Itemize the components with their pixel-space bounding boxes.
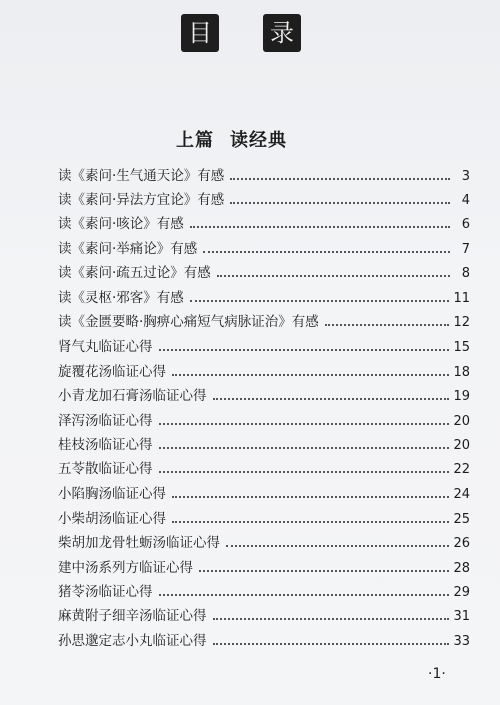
toc-entry-title: 小柴胡汤临证心得 <box>58 511 166 527</box>
toc-entry-page: 4 <box>461 193 470 208</box>
toc-entry-page: 7 <box>461 242 470 257</box>
toc-entry-title: 猪苓汤临证心得 <box>58 584 153 600</box>
toc-entry-page: 33 <box>453 634 470 649</box>
toc-entry-title: 小青龙加石膏汤临证心得 <box>58 388 207 404</box>
dot-leader <box>213 643 450 645</box>
title-char-1: 目 <box>188 19 212 47</box>
toc-entry-title: 读《素问·疏五过论》有感 <box>58 265 211 281</box>
dot-leader <box>172 496 449 498</box>
toc-entry-title: 麻黄附子细辛汤临证心得 <box>58 608 207 624</box>
toc-entry-title: 五苓散临证心得 <box>58 461 153 477</box>
dot-leader <box>159 423 450 425</box>
toc-entry-page: 26 <box>453 536 470 551</box>
toc-entry[interactable] <box>58 186 470 208</box>
toc-entry-page: 29 <box>453 585 470 600</box>
dot-leader <box>203 251 450 253</box>
dot-leader <box>230 178 450 180</box>
toc-entry-title: 读《素问·举痛论》有感 <box>58 241 198 257</box>
dot-leader <box>159 349 450 351</box>
toc-entry-title: 柴胡加龙骨牡蛎汤临证心得 <box>58 535 220 551</box>
toc-entry-page: 20 <box>453 414 470 429</box>
dot-leader <box>325 324 450 326</box>
toc-entry-page: 6 <box>461 217 470 232</box>
toc-entry-title: 小陷胸汤临证心得 <box>58 486 166 502</box>
dot-leader <box>172 521 449 523</box>
toc-entry[interactable] <box>58 308 470 330</box>
dot-leader <box>190 226 450 228</box>
toc-entry-title: 孙思邈定志小丸临证心得 <box>58 633 207 649</box>
dot-leader <box>230 202 450 204</box>
toc-entry[interactable] <box>58 480 470 502</box>
toc-entry-page: 22 <box>453 462 470 477</box>
section-part: 上篇 <box>176 130 214 151</box>
dot-leader <box>226 545 449 547</box>
dot-leader <box>213 618 450 620</box>
toc-entry-page: 3 <box>461 169 470 184</box>
toc-entry-page: 15 <box>453 340 470 355</box>
toc-entry-title: 读《金匮要略·胸痹心痛短气病脉证治》有感 <box>58 314 319 330</box>
toc-entry[interactable] <box>58 284 470 306</box>
section-title <box>176 126 287 152</box>
toc-entry[interactable] <box>58 578 470 600</box>
toc-entry-title: 旋覆花汤临证心得 <box>58 364 166 380</box>
toc-entry-title: 读《素问·生气通天论》有感 <box>58 168 225 184</box>
toc-entry[interactable] <box>58 455 470 477</box>
toc-entry[interactable] <box>58 554 470 576</box>
toc-entry-page: 24 <box>453 487 470 502</box>
toc-entry[interactable] <box>58 505 470 527</box>
dot-leader <box>217 275 450 277</box>
dot-leader <box>159 471 450 473</box>
toc-entry[interactable] <box>58 382 470 404</box>
dot-leader <box>172 374 449 376</box>
toc-entry-title: 读《灵枢·邪客》有感 <box>58 290 184 306</box>
toc-entry[interactable] <box>58 529 470 551</box>
toc-entry-page: 25 <box>453 512 470 527</box>
toc-entry[interactable] <box>58 358 470 380</box>
dot-leader <box>213 398 450 400</box>
toc-entry-page: 18 <box>453 365 470 380</box>
toc-entry-page: 28 <box>453 561 470 576</box>
toc-entry-title: 泽泻汤临证心得 <box>58 413 153 429</box>
toc-entry-title: 读《素问·咳论》有感 <box>58 216 184 232</box>
toc-entry-title: 肾气丸临证心得 <box>58 339 153 355</box>
toc-entry-page: 19 <box>453 389 470 404</box>
toc-entry-page: 12 <box>453 315 470 330</box>
toc-entry[interactable] <box>58 407 470 429</box>
toc-entry-page: 11 <box>453 291 470 306</box>
page-number: ·1· <box>428 666 446 682</box>
toc-entry[interactable] <box>58 210 470 232</box>
dot-leader <box>159 447 450 449</box>
toc-entry-page: 8 <box>461 266 470 281</box>
toc-entry[interactable] <box>58 333 470 355</box>
toc-entry-page: 20 <box>453 438 470 453</box>
toc-entry-title: 桂枝汤临证心得 <box>58 437 153 453</box>
toc-entry[interactable] <box>58 431 470 453</box>
title-char-2: 录 <box>270 19 294 47</box>
title-char-box-1 <box>181 14 219 52</box>
toc-entry[interactable] <box>58 162 470 184</box>
dot-leader <box>199 570 449 572</box>
toc-entry[interactable] <box>58 235 470 257</box>
dot-leader <box>159 594 450 596</box>
toc-entry-page: 31 <box>453 609 470 624</box>
toc-entry[interactable] <box>58 602 470 624</box>
toc-entry-title: 读《素问·异法方宜论》有感 <box>58 192 225 208</box>
section-name: 读经典 <box>230 130 287 151</box>
toc-entry[interactable] <box>58 627 470 649</box>
toc-entry-title: 建中汤系列方临证心得 <box>58 560 193 576</box>
dot-leader <box>190 300 450 302</box>
title-char-box-2 <box>263 14 301 52</box>
toc-entry[interactable] <box>58 259 470 281</box>
